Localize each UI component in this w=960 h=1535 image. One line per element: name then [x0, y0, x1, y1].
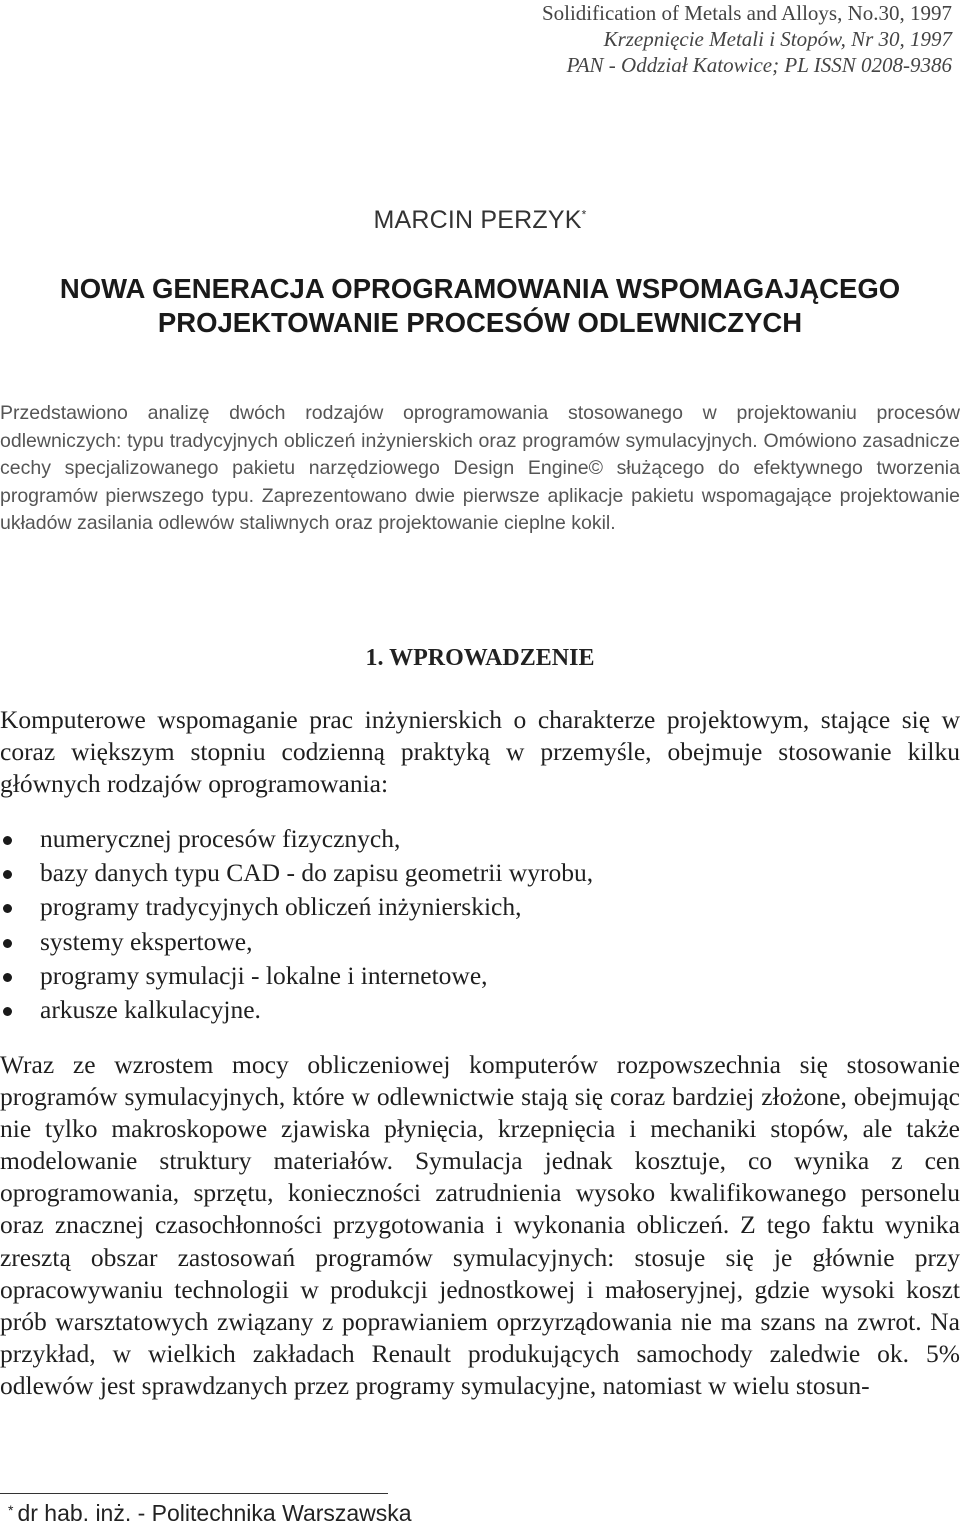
software-types-list — [0, 822, 960, 1027]
footnote-mark: * — [8, 1502, 14, 1518]
author-line — [0, 206, 960, 235]
list-item: bazy danych typu CAD - do zapisu geometrii wyrobu, — [0, 856, 960, 890]
list-item: systemy ekspertowe, — [0, 925, 960, 959]
bullet-icon — [3, 1007, 12, 1016]
journal-header — [352, 0, 952, 78]
footnote-text: dr hab. inż. - Politechnika Warszawska — [17, 1500, 412, 1526]
journal-line-polish: Krzepnięcie Metali i Stopów, Nr 30, 1997 — [603, 27, 952, 51]
footnote-divider — [0, 1493, 388, 1494]
body-paragraph: Wraz ze wzrostem mocy obliczeniowej komputerów rozpowszechnia się stosowanie programów symulacyjnych, które w odlewnictwie stają się coraz bardziej złożone, obejmując nie tylko makroskopowe zjawiska płynięcia, krzepnięcia i mechaniki stopów, ale także modelowanie struktury materiałów. Symulacja jednak kosztuje, co wynika z cen oprogramowania, sprzętu, konieczności zatrudnienia wysoko kwalifikowanego personelu oraz znacznej czasochłonności przygotowania i wykonania obliczeń. Z tego faktu wynika zresztą obszar zastosowań programów symulacyjnych: stosuje się je głównie przy opracowywaniu technologii w produkcji jednostkowej i małoseryjnej, gdzie wysoki koszt prób warsztatowych związany z poprawianiem oprzyrządowania nie ma szans na zwrot. Na przykład, w wielkich zakładach Renault produkujących samochody zaledwie ok. 5% odlewów jest sprawdzanych przez programy symulacyjne, natomiast w wielu stosun- — [0, 1050, 960, 1400]
abstract: Przedstawiono analizę dwóch rodzajów oprogramowania stosowanego w projektowaniu procesów odlewniczych: typu tradycyjnych obliczeń inżynierskich oraz programów symulacyjnych. Omówiono zasadnicze cechy specjalizowanego pakietu narzędziowego Design Engine© służącego do efektywnego tworzenia programów pierwszego typu. Zaprezentowano dwie pierwsze aplikacje pakietu wspomagające projektowanie układów zasilania odlewów staliwnych oraz projektowanie cieplne kokil. — [0, 402, 960, 534]
bullet-icon — [3, 836, 12, 845]
bullet-icon — [3, 973, 12, 982]
bullet-icon — [3, 939, 12, 948]
footnote — [8, 1500, 412, 1527]
author-footnote-mark: * — [581, 207, 587, 222]
list-item: arkusze kalkulacyjne. — [0, 993, 960, 1027]
section-heading: 1. WPROWADZENIE — [365, 645, 595, 671]
list-item: programy symulacji - lokalne i internetowe, — [0, 959, 960, 993]
list-item: numerycznej procesów fizycznych, — [0, 822, 960, 856]
author-name: MARCIN PERZYK — [373, 206, 582, 234]
list-item: programy tradycyjnych obliczeń inżynierskich, — [0, 890, 960, 924]
bullet-icon — [3, 870, 12, 879]
journal-line: Solidification of Metals and Alloys, No.30, 1997 — [541, 1, 952, 25]
paper-title — [0, 272, 960, 340]
paper-title-line-2: PROJEKTOWANIE PROCESÓW ODLEWNICZYCH — [157, 307, 803, 338]
publisher-line: PAN - Oddział Katowice; PL ISSN 0208-9386 — [566, 53, 952, 77]
bullet-icon — [3, 904, 12, 913]
paper-title-line-1: NOWA GENERACJA OPROGRAMOWANIA WSPOMAGAJĄCEGO — [59, 273, 901, 304]
intro-paragraph: Komputerowe wspomaganie prac inżynierskich o charakterze projektowym, stające się w coraz większym stopniu codzienną praktyką w przemyśle, obejmuje stosowanie kilku głównych rodzajów oprogramowania: — [0, 705, 960, 798]
